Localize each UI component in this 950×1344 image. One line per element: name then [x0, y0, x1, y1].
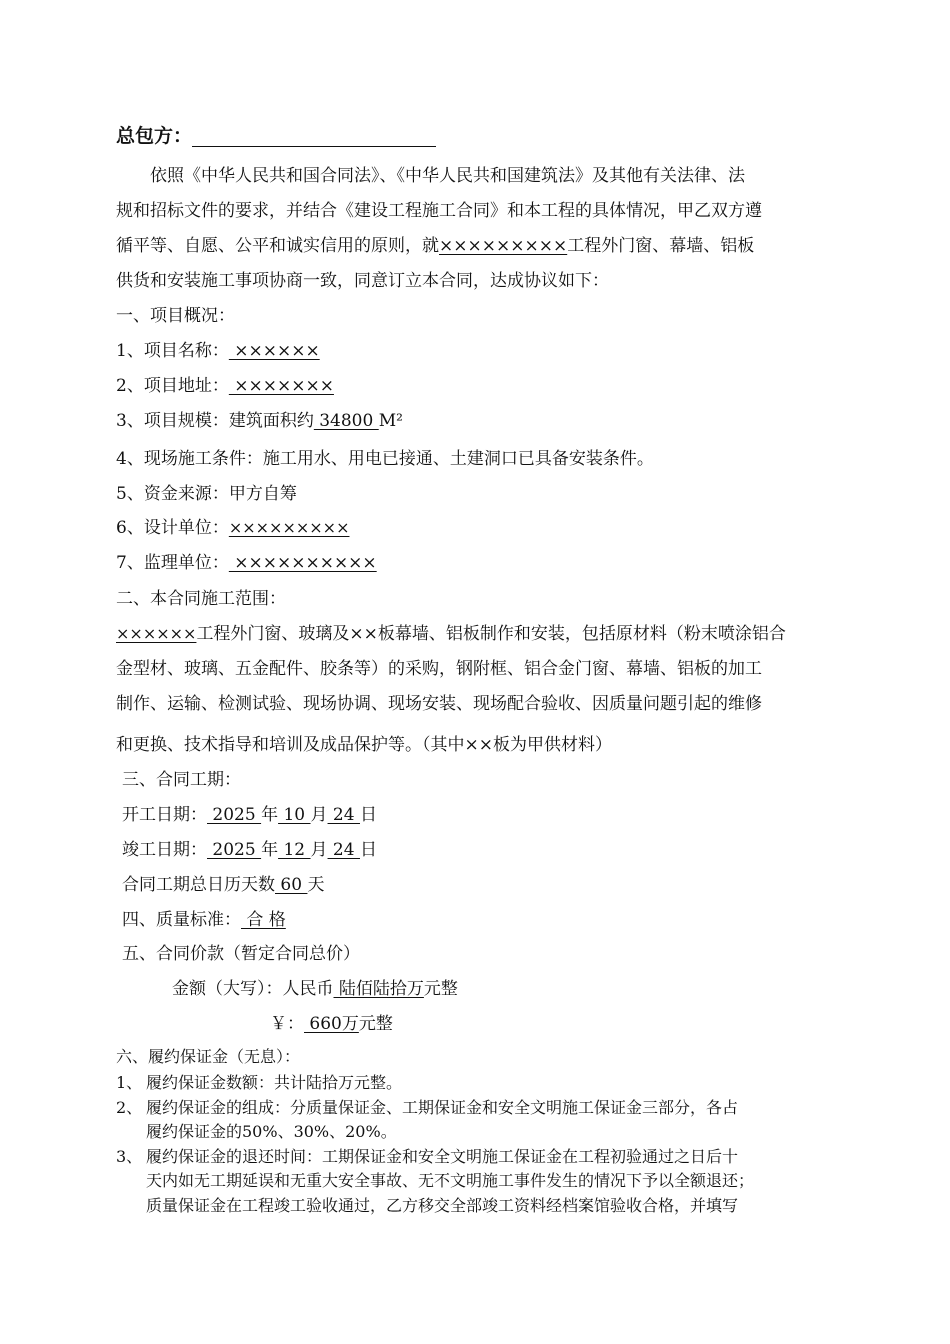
project-name-line: 1、项目名称： ×××××× — [116, 341, 320, 361]
contractor-line — [116, 126, 436, 147]
supervisor-line: 7、监理单位： ×××××××××× — [116, 553, 377, 573]
end-year: 2025 — [207, 840, 262, 860]
scope-line-2: 金型材、玻璃、五金配件、胶条等）的采购，钢附框、铝合金门窗、幕墙、铝板的加工 — [116, 659, 762, 679]
deposit-item-2-num: 2、 — [116, 1098, 143, 1117]
project-address-value: ××××××× — [228, 376, 334, 396]
project-address-line: 2、项目地址： ××××××× — [116, 376, 334, 396]
scope-line-4: 和更换、技术指导和培训及成品保护等。（其中××板为甲供材料） — [116, 735, 612, 755]
scope-project: ×××××× — [116, 624, 197, 643]
project-scale-unit: M² — [378, 411, 403, 431]
start-month: 10 — [278, 805, 311, 825]
end-date-line: 竣工日期： 2025 年 12 月 24 日 — [122, 840, 377, 860]
duration-line: 合同工期总日历天数 60 天 — [122, 875, 325, 895]
project-name: ××××××××× — [439, 236, 568, 256]
quality-line: 四、质量标准： 合 格 — [122, 910, 286, 930]
intro-line-4: 供货和安装施工事项协商一致，同意订立本合同，达成协议如下： — [116, 271, 609, 291]
deposit-item-3-text: 履约保证金的退还时间：工期保证金和安全文明施工保证金在工程初验通过之日后十 — [146, 1147, 739, 1166]
deposit-item-2-text-cont: 履约保证金的50%、30%、20%。 — [146, 1122, 397, 1141]
site-conditions-line: 4、现场施工条件：施工用水、用电已接通、土建洞口已具备安装条件。 — [116, 449, 654, 469]
project-name-value: ×××××× — [228, 341, 320, 361]
deposit-item-2-text: 履约保证金的组成：分质量保证金、工期保证金和安全文明施工保证金三部分，各占 — [146, 1098, 739, 1117]
amount-words-value: 陆佰陆拾万 — [333, 979, 424, 999]
start-year: 2025 — [207, 805, 262, 825]
start-day: 24 — [327, 805, 360, 825]
scope-line-3: 制作、运输、检测试验、现场协调、现场安装、现场配合验收、因质量问题引起的维修 — [116, 694, 762, 714]
intro-line-2: 规和招标文件的要求，并结合《建设工程施工合同》和本工程的具体情况，甲乙双方遵 — [116, 201, 762, 221]
deposit-item-3-text-cont-2: 质量保证金在工程竣工验收通过，乙方移交全部竣工资料经档案馆验收合格，并填写 — [146, 1196, 739, 1215]
deposit-item-1-text: 履约保证金数额：共计陆拾万元整。 — [146, 1073, 403, 1092]
project-scale-value: 34800 — [313, 411, 379, 431]
quality-value: 合 格 — [241, 910, 286, 930]
amount-words-line: 金额（大写）：人民币 陆佰陆拾万元整 — [172, 979, 458, 999]
supervisor-value: ×××××××××× — [228, 553, 377, 573]
section-5-heading: 五、合同价款（暂定合同总价） — [122, 944, 360, 964]
section-1-heading: 一、项目概况： — [116, 306, 235, 326]
contractor-label: 总包方： — [116, 125, 193, 147]
end-day: 24 — [327, 840, 360, 860]
contractor-blank — [192, 126, 436, 147]
project-scale-line: 3、项目规模：建筑面积约 34800 M² — [116, 411, 403, 431]
amount-number-value: 660万 — [304, 1014, 359, 1034]
duration-value: 60 — [275, 875, 308, 895]
intro-line-1: 依照《中华人民共和国合同法》、《中华人民共和国建筑法》及其他有关法律、法 — [150, 166, 745, 186]
start-date-line: 开工日期： 2025 年 10 月 24 日 — [122, 805, 377, 825]
intro-line-3: 循平等、自愿、公平和诚实信用的原则，就×××××××××工程外门窗、幕墙、铝板 — [116, 236, 755, 256]
amount-number-line: ￥： 660万元整 — [270, 1014, 393, 1034]
section-2-heading: 二、本合同施工范围： — [116, 589, 286, 609]
deposit-item-3-text-cont-1: 天内如无工期延误和无重大安全事故、无不文明施工事件发生的情况下予以全额退还； — [146, 1171, 755, 1190]
section-3-heading: 三、合同工期： — [122, 770, 241, 790]
designer-value: ××××××××× — [228, 518, 350, 537]
funding-line: 5、资金来源：甲方自筹 — [116, 484, 297, 504]
deposit-item-1-num: 1、 — [116, 1073, 143, 1092]
deposit-item-3-num: 3、 — [116, 1147, 143, 1166]
scope-line-1: ××××××工程外门窗、玻璃及××板幕墙、铝板制作和安装，包括原材料（粉末喷涂铝合 — [116, 624, 786, 644]
designer-line: 6、设计单位：××××××××× — [116, 518, 350, 538]
section-6-heading: 六、履约保证金（无息）： — [116, 1047, 301, 1066]
end-month: 12 — [278, 840, 311, 860]
